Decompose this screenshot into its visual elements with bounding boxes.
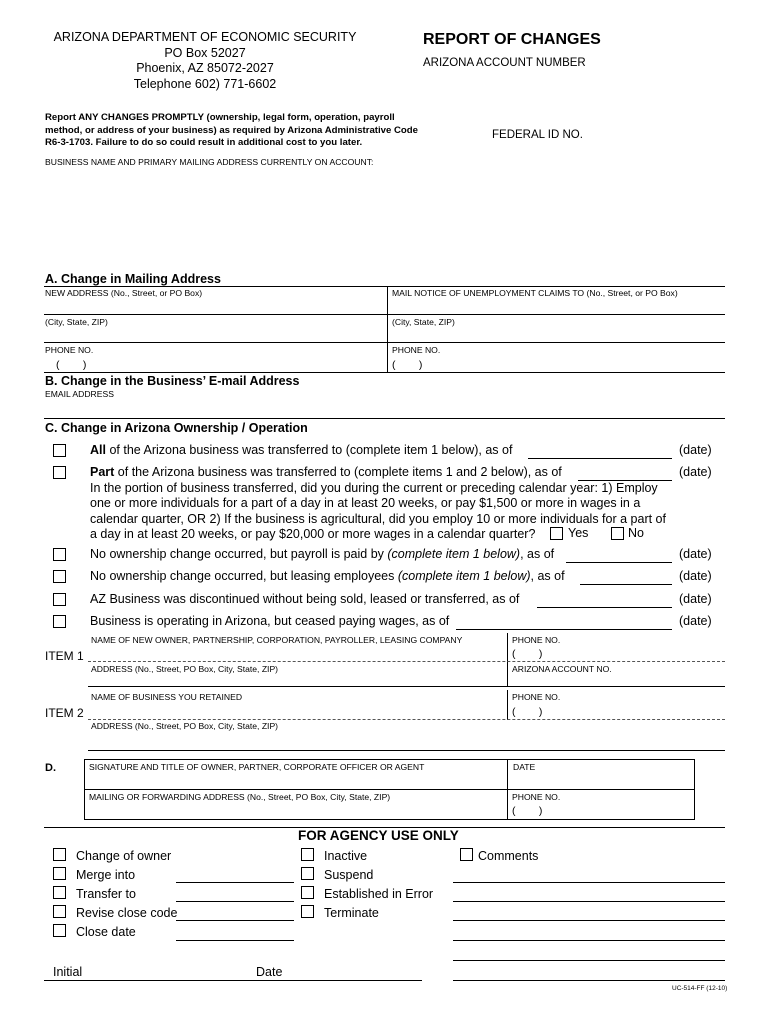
divider xyxy=(84,789,694,790)
item1-account-label: ARIZONA ACCOUNT NO. xyxy=(512,664,612,674)
merge-into-field[interactable] xyxy=(176,882,294,883)
date-label: (date) xyxy=(679,569,712,583)
initial-date-line[interactable] xyxy=(44,980,422,981)
comments-line[interactable] xyxy=(453,901,725,902)
item2-phone-label: PHONE NO. xyxy=(512,692,561,702)
revise-close-code-checkbox[interactable] xyxy=(53,905,66,918)
close-date-field[interactable] xyxy=(176,940,294,941)
section-a-title: A. Change in Mailing Address xyxy=(45,272,221,286)
transfer-to-field[interactable] xyxy=(176,901,294,902)
transfer-to-checkbox[interactable] xyxy=(53,886,66,899)
agency-header xyxy=(40,30,370,92)
leasing-checkbox[interactable] xyxy=(53,570,66,583)
initial-label: Initial xyxy=(53,965,83,979)
revise-close-code-label: Revise close code xyxy=(76,906,178,920)
item1-phone-field[interactable]: ( ) xyxy=(512,648,543,660)
agency-telephone: Telephone 602) 771-6602 xyxy=(133,76,277,91)
merge-into-label: Merge into xyxy=(76,868,136,882)
discontinued-date-field[interactable] xyxy=(537,607,672,608)
payroll-text: No ownership change occurred, but payroll is paid by (complete item 1 below), as of xyxy=(90,547,555,561)
city-state-zip-right-label: (City, State, ZIP) xyxy=(392,317,455,327)
agency-name: ARIZONA DEPARTMENT OF ECONOMIC SECURITY xyxy=(53,30,357,44)
divider xyxy=(44,372,725,373)
email-address-label: EMAIL ADDRESS xyxy=(45,389,114,399)
inactive-label: Inactive xyxy=(324,849,368,863)
agency-po-box: PO Box 52027 xyxy=(164,45,246,60)
all-date-field[interactable] xyxy=(528,458,672,459)
part-date-field[interactable] xyxy=(578,480,672,481)
divider xyxy=(88,750,725,751)
section-b-title: B. Change in the Business’ E-mail Address xyxy=(45,374,300,388)
mail-notice-label: MAIL NOTICE OF UNEMPLOYMENT CLAIMS TO (No., Street, or PO Box) xyxy=(392,288,678,298)
comments-label: Comments xyxy=(478,849,539,863)
phone-left-label: PHONE NO. xyxy=(45,345,94,355)
comments-line[interactable] xyxy=(453,882,725,883)
no-label: No xyxy=(628,526,644,540)
date-label: (date) xyxy=(679,592,712,606)
item1-owner-label: NAME OF NEW OWNER, PARTNERSHIP, CORPORATION, PAYROLLER, LEASING COMPANY xyxy=(91,635,463,645)
terminate-checkbox[interactable] xyxy=(301,905,314,918)
close-date-label: Close date xyxy=(76,925,136,939)
payroll-date-field[interactable] xyxy=(566,562,672,563)
part-transferred-text: Part of the Arizona business was transferred to (complete items 1 and 2 below), as of In the portion of business transferred, did you during the current or preceding calendar year: 1) Employ one or more individuals for a part of a day in at least 20 weeks, or pay $1,500 or more in wages in a calendar quarter, OR 2) If the business is agricultural, did you employ 10 or more individuals for a part of a day in at least 20 weeks, or pay $20,000 or more wages in a calendar quarter? xyxy=(90,465,666,542)
d-phone-field[interactable]: ( ) xyxy=(512,805,543,817)
forwarding-address-label: MAILING OR FORWARDING ADDRESS (No., Street, PO Box, City, State, ZIP) xyxy=(89,792,391,802)
divider xyxy=(44,342,725,343)
phone-right-field[interactable]: ( ) xyxy=(392,359,423,371)
ceased-date-field[interactable] xyxy=(456,629,672,630)
comments-line[interactable] xyxy=(453,920,725,921)
terminate-label: Terminate xyxy=(324,906,379,920)
item2-phone-field[interactable]: ( ) xyxy=(512,706,543,718)
date-label: (date) xyxy=(679,465,712,479)
ceased-wages-text: Business is operating in Arizona, but ceased paying wages, as of xyxy=(90,614,450,628)
comments-checkbox[interactable] xyxy=(460,848,473,861)
account-number-label: ARIZONA ACCOUNT NUMBER xyxy=(423,57,586,69)
merge-into-checkbox[interactable] xyxy=(53,867,66,880)
date-label: (date) xyxy=(679,547,712,561)
item2-address-label: ADDRESS (No., Street, PO Box, City, State, ZIP) xyxy=(91,721,279,731)
email-address-field[interactable] xyxy=(44,418,725,419)
agency-use-title: FOR AGENCY USE ONLY xyxy=(298,828,459,843)
instructions: Report ANY CHANGES PROMPTLY (ownership, legal form, operation, payroll method, or address of your business) as required by Arizona Administrative Code R6-3-1703. Failure to do so could result in additional cost to you later. xyxy=(45,112,418,148)
no-checkbox[interactable] xyxy=(611,527,624,540)
item2-divider xyxy=(88,719,725,720)
yes-checkbox[interactable] xyxy=(550,527,563,540)
yes-label: Yes xyxy=(568,526,589,540)
phone-left-field[interactable]: ( ) xyxy=(56,359,87,371)
comments-line[interactable] xyxy=(453,940,725,941)
item1-phone-label: PHONE NO. xyxy=(512,635,561,645)
discontinued-text: AZ Business was discontinued without being sold, leased or transferred, as of xyxy=(90,592,520,606)
all-transferred-text: All of the Arizona business was transferred to (complete item 1 below), as of xyxy=(90,443,513,457)
phone-right-label: PHONE NO. xyxy=(392,345,441,355)
section-d-title: D. xyxy=(45,762,56,774)
leasing-text: No ownership change occurred, but leasing employees (complete item 1 below), as of xyxy=(90,569,565,583)
leasing-date-field[interactable] xyxy=(580,584,672,585)
divider xyxy=(44,286,725,287)
item2-label: ITEM 2 xyxy=(45,706,84,720)
federal-id-label: FEDERAL ID NO. xyxy=(492,129,583,141)
comments-line[interactable] xyxy=(453,980,725,981)
divider xyxy=(44,314,725,315)
signature-label: SIGNATURE AND TITLE OF OWNER, PARTNER, CORPORATE OFFICER OR AGENT xyxy=(89,762,425,772)
revise-close-code-field[interactable] xyxy=(176,920,294,921)
suspend-checkbox[interactable] xyxy=(301,867,314,880)
comments-line[interactable] xyxy=(453,960,725,961)
established-in-error-checkbox[interactable] xyxy=(301,886,314,899)
section-c-title: C. Change in Arizona Ownership / Operation xyxy=(45,421,308,435)
discontinued-checkbox[interactable] xyxy=(53,593,66,606)
date-label-bottom: Date xyxy=(256,965,283,979)
part-transferred-checkbox[interactable] xyxy=(53,466,66,479)
item1-label: ITEM 1 xyxy=(45,649,84,663)
new-address-label: NEW ADDRESS (No., Street, or PO Box) xyxy=(45,288,203,298)
established-in-error-label: Established in Error xyxy=(324,887,434,901)
close-date-checkbox[interactable] xyxy=(53,924,66,937)
agency-city: Phoenix, AZ 85072-2027 xyxy=(136,61,274,75)
payroll-checkbox[interactable] xyxy=(53,548,66,561)
all-transferred-checkbox[interactable] xyxy=(53,444,66,457)
business-name-label: BUSINESS NAME AND PRIMARY MAILING ADDRESS CURRENTLY ON ACCOUNT: xyxy=(45,157,374,167)
suspend-label: Suspend xyxy=(324,868,374,882)
divider xyxy=(507,633,508,687)
city-state-zip-left-label: (City, State, ZIP) xyxy=(45,317,108,327)
divider xyxy=(88,686,725,687)
item1-divider xyxy=(88,661,725,662)
date-label: (date) xyxy=(679,443,712,457)
transfer-to-label: Transfer to xyxy=(76,887,136,901)
d-phone-label: PHONE NO. xyxy=(512,792,561,802)
divider xyxy=(507,690,508,720)
ceased-wages-checkbox[interactable] xyxy=(53,615,66,628)
divider xyxy=(387,286,388,373)
change-of-owner-label: Change of owner xyxy=(76,849,172,863)
change-of-owner-checkbox[interactable] xyxy=(53,848,66,861)
inactive-checkbox[interactable] xyxy=(301,848,314,861)
report-title: REPORT OF CHANGES xyxy=(423,31,601,48)
item2-name-label: NAME OF BUSINESS YOU RETAINED xyxy=(91,692,243,702)
form-code: UC-514-FF (12-10) xyxy=(672,985,728,992)
d-date-label: DATE xyxy=(513,762,536,772)
item1-address-label: ADDRESS (No., Street, PO Box, City, State, ZIP) xyxy=(91,664,279,674)
date-label: (date) xyxy=(679,614,712,628)
